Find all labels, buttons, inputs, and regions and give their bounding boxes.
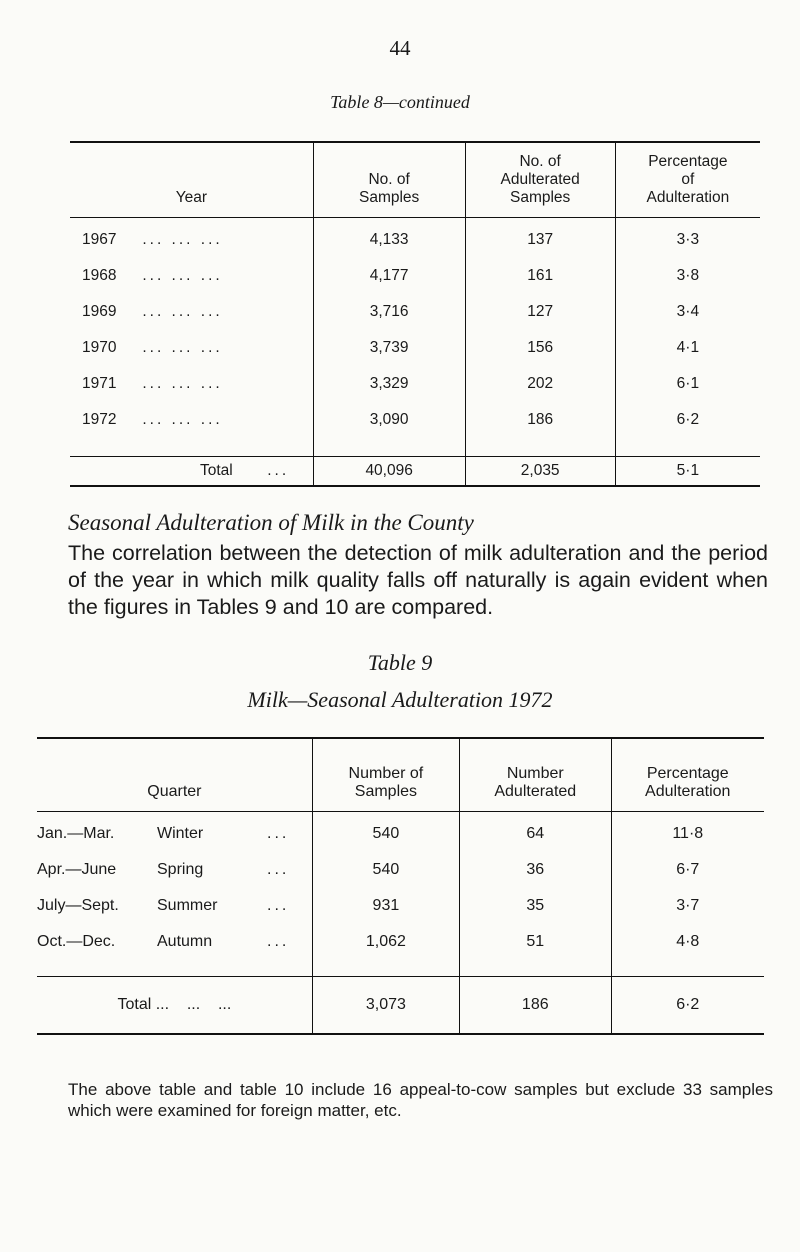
year-cell <box>70 258 313 294</box>
total-samples-cell: 3,073 <box>312 977 459 1035</box>
quarter-cell <box>37 852 312 888</box>
quarter-season: Summer <box>157 897 218 914</box>
quarter-cell <box>37 888 312 924</box>
table9-subtitle: Milk—Seasonal Adulteration 1972 <box>247 687 553 712</box>
header-line: Percentage <box>648 153 728 170</box>
header-line: Number of <box>348 765 424 782</box>
footnote: The above table and table 10 include 16 appeal-to-cow samples but exclude 33 samples which were examined for foreign matter, etc. <box>68 1080 773 1120</box>
total-samples-cell: 40,096 <box>313 457 465 487</box>
table9-header-adulterated <box>460 738 611 812</box>
table-row <box>70 330 760 366</box>
total-label-cell <box>70 457 313 487</box>
header-line: Samples <box>358 189 420 206</box>
table8-caption: Table 8—continued <box>330 92 470 112</box>
samples-cell: 1,062 <box>312 924 459 960</box>
quarter-months: Apr.—June <box>37 861 117 878</box>
percentage-cell: 3·7 <box>611 888 764 924</box>
header-line: Percentage <box>646 765 729 782</box>
table9-total-row <box>37 977 764 1035</box>
table8-header-percentage <box>615 142 760 218</box>
quarter-months: July—Sept. <box>37 897 119 914</box>
year-cell <box>70 218 313 259</box>
header-line: Samples <box>510 189 571 206</box>
quarter-months: Jan.—Mar. <box>37 825 115 842</box>
year-cell <box>70 330 313 366</box>
spacer-cell <box>70 438 313 457</box>
leader-dots: ... ... ... <box>142 303 223 320</box>
adulterated-cell: 127 <box>465 294 615 330</box>
section-title: Seasonal Adulteration of Milk in the County <box>68 510 474 535</box>
percentage-cell: 3·4 <box>615 294 760 330</box>
leader-dots: ... <box>267 861 290 878</box>
spacer-cell <box>312 960 459 977</box>
percentage-cell: 6·1 <box>615 366 760 402</box>
table8-header-samples <box>313 142 465 218</box>
total-adulterated-cell: 186 <box>460 977 611 1035</box>
header-line: Number <box>506 765 564 782</box>
adulterated-cell: 36 <box>460 852 611 888</box>
spacer-row <box>70 438 760 457</box>
percentage-cell: 11·8 <box>611 812 764 853</box>
header-line: Adulteration <box>645 783 731 800</box>
adulterated-cell: 51 <box>460 924 611 960</box>
table-row <box>70 294 760 330</box>
quarter-season: Autumn <box>157 933 213 950</box>
table8-header-adulterated <box>465 142 615 218</box>
header-line: Adulteration <box>646 189 730 206</box>
quarter-season: Winter <box>157 825 204 842</box>
spacer-row <box>37 960 764 977</box>
adulterated-cell: 202 <box>465 366 615 402</box>
spacer-cell <box>615 438 760 457</box>
table-row <box>37 852 764 888</box>
quarter-season: Spring <box>157 861 204 878</box>
table-row <box>70 366 760 402</box>
samples-cell: 4,133 <box>313 218 465 259</box>
percentage-cell: 6·7 <box>611 852 764 888</box>
leader-dots: ... ... ... <box>142 411 223 428</box>
percentage-cell: 3·8 <box>615 258 760 294</box>
samples-cell: 3,739 <box>313 330 465 366</box>
percentage-cell: 3·3 <box>615 218 760 259</box>
year-cell <box>70 366 313 402</box>
leader-dots: ... ... ... <box>142 231 223 248</box>
body-paragraph: The correlation between the detection of milk adulteration and the period of the year in which milk quality falls off naturally is again evident when the figures in Tables 9 and 10 are compared. <box>68 541 768 619</box>
header-line: Adulterated <box>500 171 580 188</box>
header-line: Adulterated <box>494 783 577 800</box>
quarter-cell <box>37 924 312 960</box>
total-percentage-cell: 6·2 <box>611 977 764 1035</box>
leader-dots: ... ... ... <box>142 339 223 356</box>
table9-header-samples <box>312 738 459 812</box>
leader-dots: ... <box>267 462 290 479</box>
header-line: No. of <box>519 153 561 170</box>
table8-header-year: Year <box>70 142 313 218</box>
header-line: No. of <box>368 171 410 188</box>
leader-dots: ... <box>267 933 290 950</box>
samples-cell: 4,177 <box>313 258 465 294</box>
adulterated-cell: 35 <box>460 888 611 924</box>
table8-header-row <box>70 142 760 218</box>
header-line: Samples <box>354 783 418 800</box>
quarter-cell <box>37 812 312 853</box>
table9-header-quarter: Quarter <box>37 738 312 812</box>
year-cell <box>70 294 313 330</box>
header-line: of <box>681 171 695 188</box>
spacer-cell <box>37 960 312 977</box>
year-label: 1972 <box>82 411 117 428</box>
adulterated-cell: 64 <box>460 812 611 853</box>
percentage-cell: 4·1 <box>615 330 760 366</box>
samples-cell: 540 <box>312 852 459 888</box>
quarter-months: Oct.—Dec. <box>37 933 116 950</box>
samples-cell: 931 <box>312 888 459 924</box>
leader-dots: ... ... ... <box>142 267 223 284</box>
total-label-cell: Total ... ... ... <box>37 977 312 1035</box>
year-label: 1968 <box>82 267 117 284</box>
table-row <box>70 218 760 259</box>
adulterated-cell: 137 <box>465 218 615 259</box>
table8 <box>70 141 760 487</box>
year-label: 1970 <box>82 339 117 356</box>
table9-header-percentage <box>611 738 764 812</box>
table8-total-row <box>70 457 760 487</box>
table-row <box>70 258 760 294</box>
total-label: Total <box>200 462 233 479</box>
adulterated-cell: 161 <box>465 258 615 294</box>
total-adulterated-cell: 2,035 <box>465 457 615 487</box>
year-label: 1971 <box>82 375 117 392</box>
adulterated-cell: 186 <box>465 402 615 438</box>
percentage-cell: 6·2 <box>615 402 760 438</box>
year-cell <box>70 402 313 438</box>
year-label: 1969 <box>82 303 117 320</box>
spacer-cell <box>465 438 615 457</box>
spacer-cell <box>460 960 611 977</box>
samples-cell: 3,090 <box>313 402 465 438</box>
spacer-cell <box>611 960 764 977</box>
table9-header-row <box>37 738 764 812</box>
total-percentage-cell: 5·1 <box>615 457 760 487</box>
table9-caption: Table 9 <box>367 650 433 675</box>
samples-cell: 3,329 <box>313 366 465 402</box>
adulterated-cell: 156 <box>465 330 615 366</box>
leader-dots: ... <box>267 897 290 914</box>
leader-dots: ... <box>267 825 290 842</box>
table9 <box>37 737 764 1035</box>
table-row <box>37 924 764 960</box>
leader-dots: ... ... ... <box>142 375 223 392</box>
page-number: 44 <box>389 36 411 60</box>
table-row <box>37 888 764 924</box>
percentage-cell: 4·8 <box>611 924 764 960</box>
table-row <box>37 812 764 853</box>
year-label: 1967 <box>82 231 117 248</box>
samples-cell: 540 <box>312 812 459 853</box>
spacer-cell <box>313 438 465 457</box>
table-row <box>70 402 760 438</box>
samples-cell: 3,716 <box>313 294 465 330</box>
